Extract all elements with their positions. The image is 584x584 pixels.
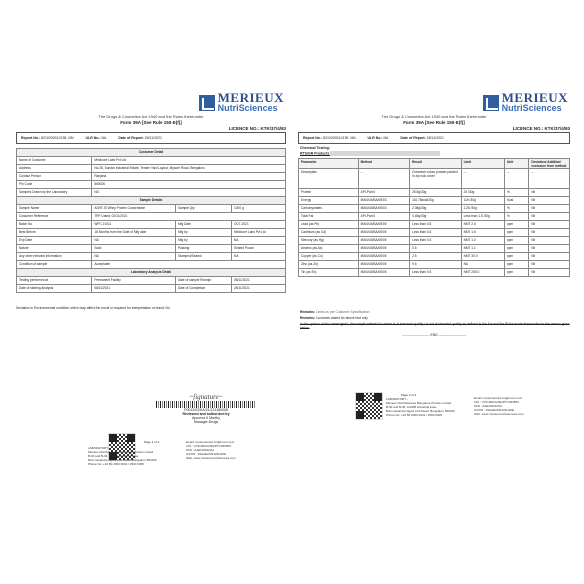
merieux-logo-icon [199,95,215,111]
cell: Copper (as Cu) [299,253,359,261]
cell: Description [299,169,359,189]
cell: MAN/LB/BA/05/05 [358,253,409,261]
report-no-label: Report No.: [21,136,41,140]
row-label: Packing [175,245,231,253]
contact-line: GSTIN : 29AAECM2123H1ZE [186,452,227,456]
table-row [299,213,570,221]
product-heading [300,151,440,156]
cell: MAN/LB/BA/05/03 [358,197,409,205]
cell: 119 /30g [461,197,504,205]
cell: Nil [529,189,570,197]
cell: Nil [529,213,570,221]
cell: Protein [299,189,359,197]
doc-code: P0012/02/KA/21/121180008 [184,408,228,412]
ulr-label: ULR No.: [85,136,101,140]
contact-line: Web: www.merieuxnutrisciences.com [474,412,524,416]
table-header [299,159,570,169]
reviewed-by-label: Reviewed and authorized by [182,412,230,416]
cell: MAN/LB/BA/05/05 [358,261,409,269]
cell: API-Part II [358,189,409,197]
lab-address [386,397,455,417]
cell: -- [529,169,570,189]
customer-ref: TRF Dated: 02/11/2021 [92,213,286,221]
cell: Nil [529,245,570,253]
cell: ppm [504,253,528,261]
cell: % [504,205,528,213]
packing: Sealed Pouch [232,245,286,253]
cell: MAN/LB/BA/05/05 [358,245,409,253]
remarks-text: Limits as per Customer Specification [315,310,370,314]
row-label: Exp Date [17,237,92,245]
cell: Less than 0.5 [410,221,461,229]
row-label: Any other relevant information [17,253,92,261]
sample-qty: 1000 g [232,205,286,213]
cell: Nil [529,205,570,213]
row-label: Mfg by [175,237,231,245]
cell: Cadmium (as Cd) [299,229,359,237]
form-title: Form 39A [See Rule 150-E(f)] [120,120,182,125]
cell: Carbohydrates [299,205,359,213]
cell: 25.5g/30g [410,189,461,197]
row-label: Address [17,165,92,173]
report-no: 8210200012135 -NN [41,136,74,140]
address-line: Phone No: +91 80 2000 0001 / 2500 0005 [88,462,144,466]
cell: Less than 1.5 /30g [461,213,504,221]
samples-drawn-label: Samples Drawn by the Laboratory [17,189,92,197]
col-header: Deviation/ Addition/ exclusion from method [529,159,570,169]
col-header: Method [358,159,409,169]
address-line: Bommasandra Jigani Link Road, Bengaluru 560105 [88,458,157,462]
row-label: Date of Completion [175,285,231,293]
cell: NMT 1.1 [461,245,504,253]
table-row [299,229,570,237]
table-row [299,253,570,261]
best-before: 18 Months from the Date of Mfg date [92,229,176,237]
report-header-box [298,132,570,144]
report-date: 25/11/2021 [144,136,162,140]
cell: NA [461,261,504,269]
remarks-label: Remarks: [300,316,316,320]
contact-info [186,440,236,460]
row-value: No.28, Sundar Industrial Estate, Tender Yard Layout, Mysore Road, Bengaluru [92,165,286,173]
sample-name: ASHT-IS Whey Protein Concentrate [92,205,176,213]
cell: NMT 250.0 [461,269,504,277]
cell: 2.25 /30g [461,205,504,213]
table-row [299,245,570,253]
cell: % [504,189,528,197]
ulr-label: ULR No.: [367,136,383,140]
receipt-date: 08/11/2021 [232,277,286,285]
cell: Energy [299,197,359,205]
row-label: Testing performed at [17,277,92,285]
remarks-text: Customer asked for above test only [315,316,368,320]
form-title: Form 39A [See Rule 150-E(f)] [403,120,465,125]
ulr-value: NA [101,136,107,140]
address-line: Bommasandra Jigani Link Road, Bengaluru 560105 [386,409,455,413]
results-table [298,158,570,277]
cell: MAN/LB/BA/05/05 [358,221,409,229]
cell: % [504,213,528,221]
row-label: Stamped/Sealed [175,253,231,261]
report-date: 25/11/2021 [426,136,444,140]
cell: Nil [529,229,570,237]
customer-detail-heading: Customer Detail [17,149,286,157]
col-header: Result [410,159,461,169]
row-label: Pin Code [17,181,92,189]
signature-block [156,393,256,424]
cell: Kcal [504,197,528,205]
cell: ppm [504,269,528,277]
address-line: Merieux NutriSciences Bangalore Private Limited [386,401,452,405]
address-line: Phone No: +91 80 2000 0001 / 2500 0005 [386,413,442,417]
cell: NMT 30.0 [461,253,504,261]
merieux-logo-icon [483,95,499,111]
signer-role: Manager-Drugs [193,420,219,424]
date-label: Date of Report: [400,136,426,140]
product-name: RTS/GR Products [300,151,330,156]
row-value: 560026 [92,181,286,189]
table-row [299,269,570,277]
row-label: Contact Person [17,173,92,181]
start-date: 08/11/2021 [92,285,176,293]
row-label: Batch No [17,221,92,229]
brand-name-bottom: NutriSciences [217,103,278,113]
address-line: LABORATORY:- [88,446,110,450]
sample-detail-heading: Sample Details [17,197,286,205]
cell: MAN/LB/BA/05/05 [358,229,409,237]
contact-info [474,396,524,416]
cell: Arsenic (as As) [299,245,359,253]
cell: ppm [504,245,528,253]
cell: -- [461,169,504,189]
completion-date: 25/11/2021 [232,285,286,293]
any-other: NA [92,253,176,261]
cell: API-Part II [358,213,409,221]
page-number: Page 2 of 2 [401,393,417,397]
cell: ppm [504,221,528,229]
cell: Zinc (as Zn) [299,261,359,269]
table-row [299,237,570,245]
row-value: Medicore Labs Pvt Ltd [92,157,286,165]
report-header-box [16,132,286,144]
cell: Total Fat [299,213,359,221]
cell: ppm [504,229,528,237]
cell: Tin (as Sn) [299,269,359,277]
row-value: Ranjana [92,173,286,181]
remarks-2 [300,316,368,320]
customer-table [16,148,286,293]
cell: Creamish colour powder packed in zip lock cover [410,169,461,189]
chemical-testing-heading: Chemical Testing: [300,146,330,150]
signer-name: Apoorva K Murthy [191,416,220,420]
remarks-label: Remarks: [300,310,316,314]
contact-line: PAN : AAECM2123H [186,448,214,452]
cell: NMT 1.0 [461,237,504,245]
cell: Less than 0.5 [410,269,461,277]
cell: ppm [504,237,528,245]
batch-no: WPC 21011 [92,221,176,229]
row-label: Name of Customer [17,157,92,165]
act-line: The Drugs & Cosmetics Act 1940 and the Rules thereunder [381,114,487,119]
col-header: Parameter [299,159,359,169]
address-line: LABORATORY:- [386,397,408,401]
contact-line: CIN : U73100KA2002PTC030553 [474,400,519,404]
row-label: Date of sample Receipt [175,277,231,285]
condition: Acceptable [92,261,286,269]
licence-number: LICENCE NO.: KTK/37/4/93 [228,126,286,131]
cell: Nil [529,253,570,261]
barcode [156,401,256,408]
table-row [299,205,570,213]
cell: Nil [529,261,570,269]
testing-performed: Permanent Facility [92,277,176,285]
cell: 24 /30g [461,189,504,197]
deviation-note: Deviation in Environmental condition which may affect the result or required for interpretation of result: No [16,306,170,310]
brand-name-bottom: NutriSciences [501,103,562,113]
redacted-bar [330,151,440,156]
col-header: Unit [504,159,528,169]
cell: Less than 0.5 [410,229,461,237]
row-label: Best Before [17,229,92,237]
table-row [299,169,570,189]
opinion-statement: In the opinion of the undersigned, the sample referred to above is of standard quality / is not of standard quality as defined in the Act and the Rules made thereunder for the reason given below: [300,322,570,330]
row-label: Mfg by [175,229,231,237]
merieux-logo [199,90,284,113]
qr-code [355,392,383,420]
contact-line: Email: customercare.bn@mxns.com [186,440,235,444]
mfg-date: OCT-2021 [232,221,286,229]
contact-line: Email: customercare.bn@mxns.com [474,396,523,400]
brand-name-top: MERIEUX [217,90,284,105]
row-label: Sample Name [17,205,92,213]
date-label: Date of Report: [118,136,144,140]
cell: Nil [529,221,570,229]
nature: Solid [92,245,176,253]
cell: Nil [529,197,570,205]
lab-address [88,446,157,466]
table-row [299,189,570,197]
cell: 0.5 [410,245,461,253]
end-marker: ------------------------- END ------------------------- [402,333,466,337]
cell: -- [358,169,409,189]
cell: ppm [504,261,528,269]
cell: 110.78kcal/30g [410,197,461,205]
row-label: Nature [17,245,92,253]
licence-number: LICENCE NO.: KTK/37/4/93 [512,126,570,131]
table-row [299,197,570,205]
row-label: Customer Reference [17,213,92,221]
table-row [299,261,570,269]
cell: NMT 2.5 [461,221,504,229]
cell: 0.45g/30g [410,213,461,221]
address-line: B-30 and B-36, KIADB Industrial Area, [88,454,139,458]
ulr-value: NA [383,136,389,140]
contact-line: PAN : AAECM2123H [474,404,502,408]
row-label: Condition of sample [17,261,92,269]
cell: Less than 0.5 [410,237,461,245]
row-label: Mfg Date [175,221,231,229]
row-label: Sample Qty [175,205,231,213]
cell: 9.5 [410,261,461,269]
cell: MAN/LB/BA/05/03 [358,205,409,213]
report-page-1 [16,0,286,584]
exp-date: NA [92,237,176,245]
contact-line: CIN : U73100KA2002PTC030553 [186,444,231,448]
cell: 2.5 [410,253,461,261]
col-header: Limit [461,159,504,169]
mfg-by: Medicore Labs Pvt Ltd [232,229,286,237]
stamped: NA [232,253,286,261]
contact-line: Web: www.merieuxnutrisciences.com [186,456,236,460]
table-row [299,221,570,229]
signature-image: ~ſignature~ [189,393,223,401]
mkt-by: NA [232,237,286,245]
cell: -- [504,169,528,189]
cell: 2.08g/30g [410,205,461,213]
cell: MAN/LB/BA/05/05 [358,269,409,277]
cell: Nil [529,237,570,245]
cell: Nil [529,269,570,277]
cell: Lead (as Pb) [299,221,359,229]
act-line: The Drugs & Cosmetics Act 1940 and the Rules thereunder [98,114,204,119]
brand-name-top: MERIEUX [501,90,568,105]
cell: MAN/LB/BA/05/05 [358,237,409,245]
cell: Mercury (as Hg) [299,237,359,245]
report-page-2 [298,0,570,584]
row-label: Date of starting Analysis [17,285,92,293]
address-line: Merieux NutriSciences Bangalore Private Limited [88,450,154,454]
samples-drawn-value: NO [92,189,286,197]
address-line: B-30 and B-36, KIADB Industrial Area, [386,405,437,409]
report-no: 8210200012135 -NN [323,136,356,140]
cell: NMT 1.5 [461,229,504,237]
page-number: Page 1 of 2 [144,440,160,444]
contact-line: GSTIN : 29AAECM2123H1ZE [474,408,515,412]
report-no-label: Report No.: [303,136,323,140]
lab-detail-heading: Laboratory Analysis Detail [17,269,286,277]
merieux-logo [483,90,568,113]
remarks-1 [300,310,369,314]
